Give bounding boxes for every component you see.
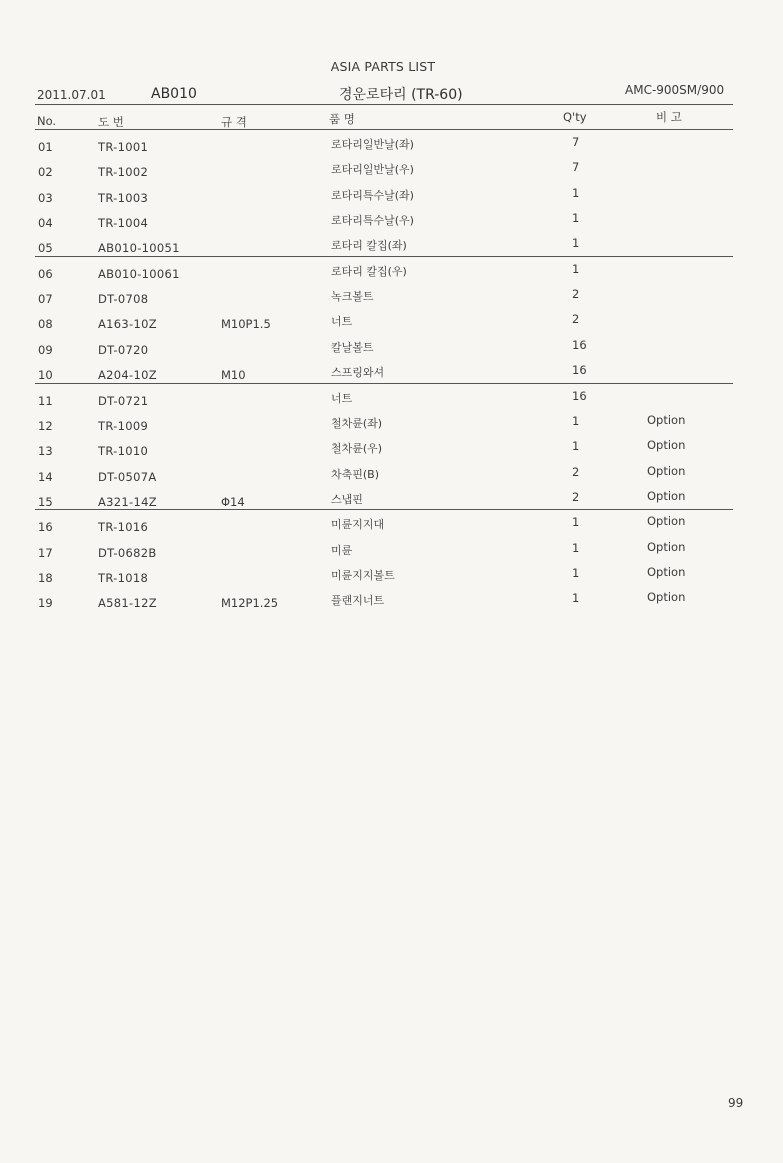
row-remarks: Option xyxy=(647,463,686,478)
row-part-name: 미륜지지볼트 xyxy=(331,568,395,582)
column-header-remarks: 비 고 xyxy=(656,110,682,124)
row-quantity: 7 xyxy=(572,135,580,149)
row-part-name: 로타리특수날(좌) xyxy=(331,188,414,202)
row-no: 16 xyxy=(38,520,53,535)
row-no: 11 xyxy=(38,393,53,408)
row-no: 19 xyxy=(38,596,53,611)
group-rule xyxy=(35,256,733,257)
row-quantity: 2 xyxy=(572,312,580,327)
row-part-number: DT-0682B xyxy=(98,545,157,560)
row-quantity: 1 xyxy=(572,591,580,606)
document-date: 2011.07.01 xyxy=(37,88,106,102)
row-remarks: Option xyxy=(647,488,686,503)
machine-model: AMC-900SM/900 xyxy=(625,83,725,97)
table-row xyxy=(0,363,783,393)
table-row xyxy=(0,590,783,621)
row-part-name: 칼날볼트 xyxy=(331,340,374,354)
row-no: 05 xyxy=(38,241,53,256)
row-quantity: 7 xyxy=(572,160,580,175)
row-spec: M10P1.5 xyxy=(221,317,271,332)
row-part-name: 녹크볼트 xyxy=(331,290,374,304)
row-quantity: 1 xyxy=(572,185,580,200)
row-no: 15 xyxy=(38,494,53,509)
row-no: 08 xyxy=(38,317,53,332)
row-remarks: Option xyxy=(647,412,686,427)
row-no: 09 xyxy=(38,342,53,357)
row-quantity: 1 xyxy=(572,413,580,428)
row-quantity: 1 xyxy=(572,211,580,226)
row-no: 18 xyxy=(38,570,53,585)
column-header-name: 품 명 xyxy=(329,112,355,126)
row-part-number: TR-1002 xyxy=(98,165,149,180)
row-part-number: A163-10Z xyxy=(98,317,157,332)
row-quantity: 2 xyxy=(572,287,580,302)
row-part-number: TR-1003 xyxy=(98,190,149,205)
row-part-name: 미륜 xyxy=(331,543,353,557)
row-part-name: 로타리 칼집(우) xyxy=(331,264,407,278)
row-no: 03 xyxy=(38,190,53,205)
parts-list-title: ASIA PARTS LIST xyxy=(330,59,436,74)
row-quantity: 2 xyxy=(572,489,580,504)
page-number: 99 xyxy=(728,1096,744,1110)
row-part-name: 미륜지지대 xyxy=(331,518,385,532)
assembly-name: 경운로타리 (TR-60) xyxy=(339,87,463,103)
row-quantity: 1 xyxy=(572,540,580,555)
row-no: 04 xyxy=(38,216,53,231)
row-part-number: A321-14Z xyxy=(98,494,157,509)
column-header-no: No. xyxy=(37,114,57,128)
row-part-number: A204-10Z xyxy=(98,368,157,383)
row-quantity: 2 xyxy=(572,464,580,479)
row-part-number: DT-0708 xyxy=(98,292,149,307)
row-no: 02 xyxy=(38,165,53,180)
row-quantity: 1 xyxy=(572,439,580,454)
row-spec: Φ14 xyxy=(221,494,245,509)
row-no: 07 xyxy=(38,292,53,307)
row-part-name: 로타리특수날(우) xyxy=(331,214,414,228)
row-part-name: 로타리 칼집(좌) xyxy=(331,239,407,253)
header-top-rule xyxy=(35,104,733,105)
table-row xyxy=(0,261,783,292)
column-header-spec: 규 격 xyxy=(221,115,247,129)
column-header-qty: Q'ty xyxy=(563,110,587,124)
row-part-name: 너트 xyxy=(331,391,353,405)
header-bottom-rule xyxy=(35,129,733,130)
row-spec: M10 xyxy=(221,368,246,383)
row-part-name: 스냅핀 xyxy=(331,492,363,506)
row-no: 12 xyxy=(38,418,53,433)
row-part-name: 철차륜(좌) xyxy=(331,416,383,430)
row-quantity: 16 xyxy=(572,337,587,352)
row-part-number: AB010-10061 xyxy=(98,266,180,281)
row-part-number: TR-1018 xyxy=(98,570,149,585)
row-quantity: 1 xyxy=(572,565,580,580)
row-part-number: TR-1001 xyxy=(98,140,149,154)
row-quantity: 16 xyxy=(572,363,587,378)
table-row xyxy=(0,287,783,317)
row-part-number: AB010-10051 xyxy=(98,241,180,256)
row-part-name: 스프링와셔 xyxy=(331,366,385,380)
row-part-name: 차축핀(B) xyxy=(331,467,380,481)
row-remarks: Option xyxy=(647,564,686,579)
row-part-name: 플랜지너트 xyxy=(331,594,385,608)
row-no: 13 xyxy=(38,444,53,459)
row-no: 10 xyxy=(38,368,53,383)
row-quantity: 1 xyxy=(572,236,580,251)
row-no: 14 xyxy=(38,469,53,484)
row-part-name: 너트 xyxy=(331,315,353,329)
row-part-name: 철차륜(우) xyxy=(331,442,383,456)
row-part-number: TR-1009 xyxy=(98,418,149,433)
row-quantity: 1 xyxy=(572,515,580,530)
row-part-number: DT-0720 xyxy=(98,342,149,357)
row-part-number: DT-0721 xyxy=(98,393,149,408)
row-quantity: 16 xyxy=(572,388,587,403)
row-quantity: 1 xyxy=(572,261,580,276)
assembly-code: AB010 xyxy=(151,86,197,102)
row-no: 06 xyxy=(38,266,53,281)
row-remarks: Option xyxy=(647,514,686,529)
group-rule xyxy=(35,383,733,384)
row-part-name: 로타리일반날(우) xyxy=(331,163,414,177)
row-part-number: TR-1004 xyxy=(98,216,149,231)
row-no: 01 xyxy=(38,140,53,154)
row-remarks: Option xyxy=(647,438,686,453)
row-part-name: 로타리일반날(좌) xyxy=(331,138,414,151)
table-row xyxy=(0,312,783,342)
row-remarks: Option xyxy=(647,590,686,605)
row-part-number: A581-12Z xyxy=(98,596,157,611)
row-no: 17 xyxy=(38,545,53,560)
row-spec: M12P1.25 xyxy=(221,596,279,611)
table-row xyxy=(0,337,783,368)
column-header-part-no: 도 번 xyxy=(98,115,124,129)
group-rule xyxy=(35,509,733,510)
row-part-number: TR-1010 xyxy=(98,444,149,459)
row-part-number: TR-1016 xyxy=(98,520,149,535)
row-remarks: Option xyxy=(647,539,686,554)
row-part-number: DT-0507A xyxy=(98,469,157,484)
